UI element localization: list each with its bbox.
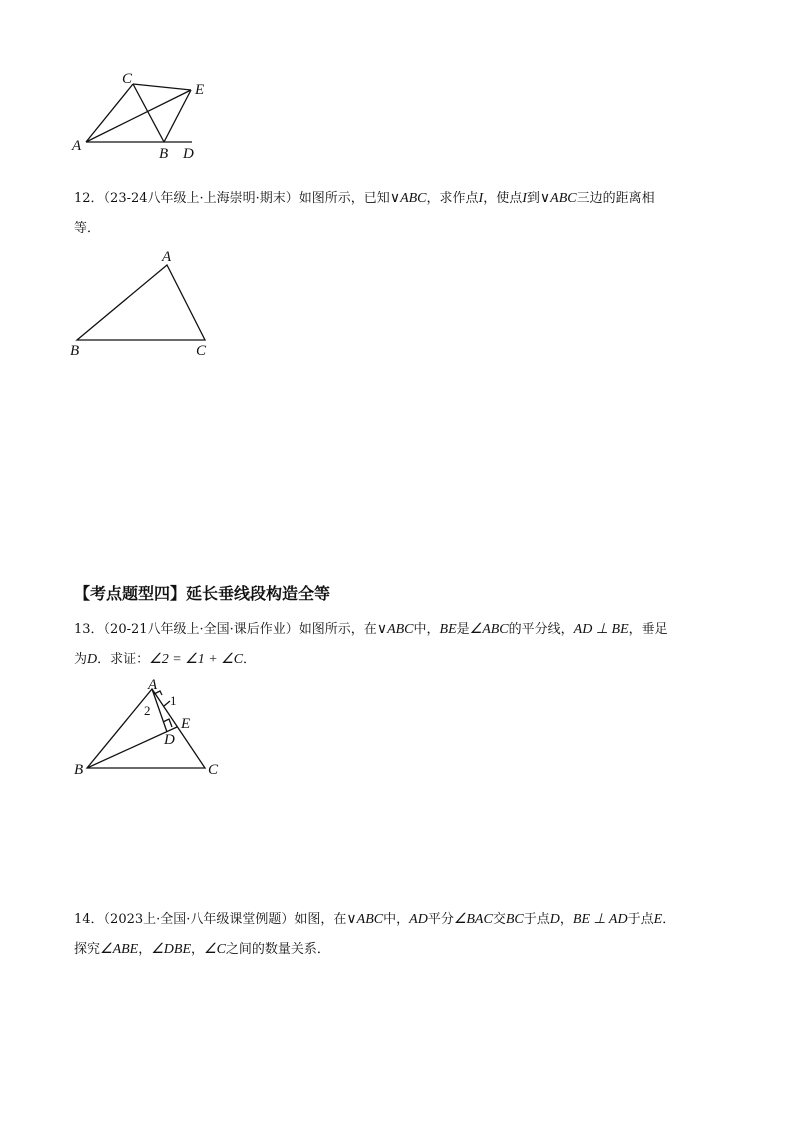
line-cb — [133, 84, 164, 142]
question-text: 为 — [74, 652, 88, 667]
question-text: 于点 — [627, 912, 654, 927]
math-angle-abe: ∠ABE — [100, 942, 139, 957]
question-14 — [74, 904, 734, 965]
figure-q12-svg — [60, 245, 220, 357]
math-angle-abc: ∠ABC — [469, 622, 509, 637]
math-point-i: I — [478, 191, 484, 206]
question-text: 如图所示，已知 — [298, 191, 390, 206]
math-perp: AD ⊥ BE — [573, 622, 629, 637]
math-abc: ABC — [356, 912, 384, 927]
question-number: 13． — [74, 622, 104, 637]
math-e: E — [653, 912, 663, 927]
label-d: D — [183, 146, 194, 162]
math-angle-dbe: ∠DBE — [151, 942, 192, 957]
label-e: E — [181, 716, 191, 732]
label-angle-1: 1 — [170, 693, 177, 708]
question-text: ， — [138, 942, 152, 957]
question-text: 是 — [456, 622, 470, 637]
question-text: 到 — [526, 191, 540, 206]
question-number: 14． — [74, 912, 104, 927]
triangle-abc — [77, 265, 205, 340]
question-text: 如图，在 — [294, 912, 347, 927]
figure-q12 — [60, 245, 220, 357]
label-c: C — [196, 343, 207, 359]
triangle-symbol: ∨ — [376, 621, 388, 637]
line-ad — [152, 689, 167, 732]
math-bc: BC — [505, 912, 524, 927]
math-perp: BE ⊥ AD — [572, 912, 628, 927]
math-be: BE — [439, 622, 457, 637]
label-e: E — [195, 82, 205, 98]
question-text: 平分 — [427, 912, 454, 927]
question-text: 等． — [74, 221, 101, 236]
question-text: ，使点 — [483, 191, 523, 206]
label-c: C — [122, 71, 133, 87]
math-abc: ABC — [550, 191, 577, 206]
triangle-symbol: ∨ — [346, 911, 357, 927]
figure-q11-svg — [60, 70, 210, 162]
math-d: D — [549, 912, 560, 927]
question-text: ，求作点 — [426, 191, 479, 206]
math-abc: ABC — [400, 191, 427, 206]
figure-q13-svg — [60, 673, 235, 783]
math-ad: AD — [409, 912, 428, 927]
question-text: 中， — [383, 912, 410, 927]
triangle-symbol: ∨ — [389, 190, 401, 206]
question-text: 探究 — [74, 942, 101, 957]
question-number: 12． — [74, 191, 104, 206]
label-b: B — [70, 343, 80, 359]
question-text: 中， — [413, 622, 440, 637]
question-text: 交 — [492, 912, 506, 927]
question-12 — [74, 183, 734, 244]
line-ce — [133, 84, 191, 90]
label-b: B — [159, 146, 169, 162]
figure-q13 — [60, 673, 235, 783]
math-equation: ∠2 = ∠1 + ∠C — [149, 652, 244, 667]
label-a: A — [148, 677, 158, 693]
question-text: 于点 — [523, 912, 550, 927]
question-text: 如图所示，在 — [298, 622, 377, 637]
label-d: D — [164, 732, 175, 748]
question-text: 之间的数量关系． — [225, 942, 330, 957]
question-text: ， — [191, 942, 205, 957]
question-text: ，垂足 — [628, 622, 668, 637]
question-13 — [74, 614, 734, 675]
line-ac — [86, 84, 133, 142]
question-text: ．求证： — [97, 652, 150, 667]
section-heading: 【考点题型四】延长垂线段构造全等 — [74, 584, 331, 603]
question-source: （2023上·全国·八年级课堂例题） — [103, 912, 295, 927]
line-be — [164, 90, 191, 142]
question-source: （23-24八年级上·上海崇明·期末） — [103, 191, 299, 206]
math-angle-c: ∠C — [204, 942, 226, 957]
question-source: （20-21八年级上·全国·课后作业） — [103, 622, 299, 637]
question-text: ． — [243, 652, 257, 667]
label-angle-2: 2 — [144, 703, 151, 718]
label-a: A — [162, 249, 172, 265]
question-text: 三边的距离相 — [576, 191, 655, 206]
math-angle-bac: ∠BAC — [453, 912, 493, 927]
label-a: A — [72, 138, 82, 154]
line-ae — [86, 90, 191, 142]
triangle-symbol: ∨ — [539, 190, 551, 206]
math-d: D — [87, 652, 98, 667]
label-c: C — [208, 762, 219, 778]
math-point-i: I — [522, 191, 527, 206]
question-text: ， — [559, 912, 573, 927]
label-b: B — [74, 762, 84, 778]
question-text: 的平分线， — [508, 622, 574, 637]
question-text: ． — [662, 912, 676, 927]
math-abc: ABC — [387, 622, 414, 637]
figure-q11 — [60, 70, 210, 162]
